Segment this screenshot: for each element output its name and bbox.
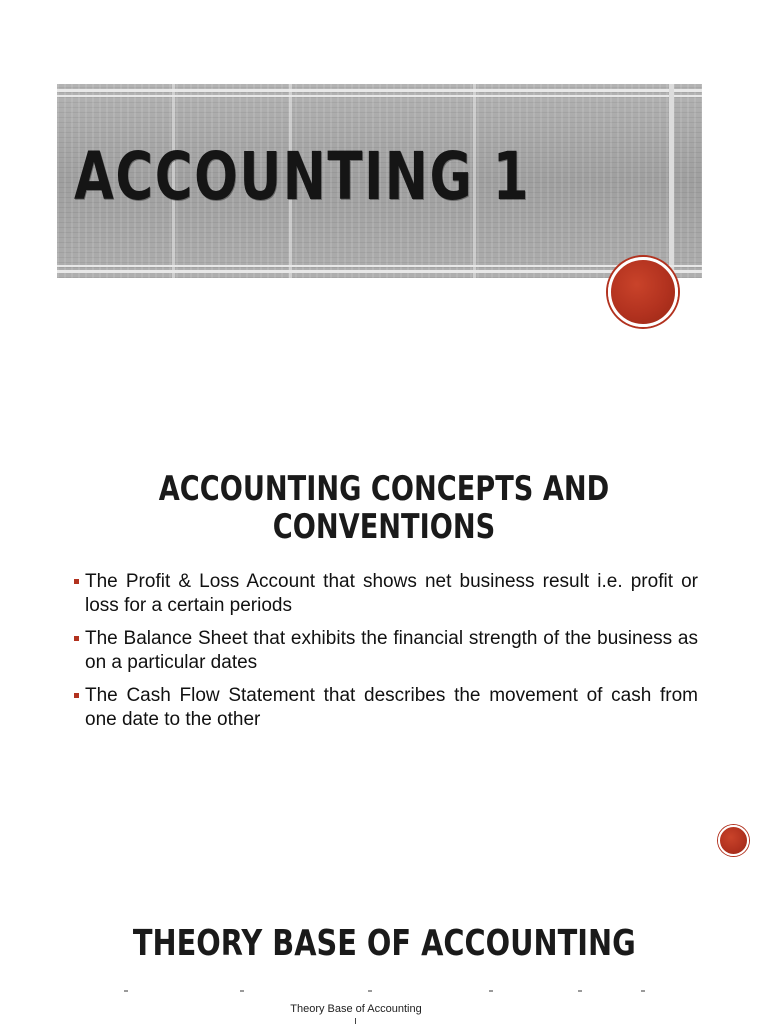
diagram-dash — [489, 990, 493, 992]
concepts-heading-line1: ACCOUNTING CONCEPTS AND — [158, 469, 610, 509]
banner-bottom-rule — [57, 270, 702, 273]
list-item — [72, 570, 698, 618]
diagram-dash-row — [0, 990, 768, 994]
concepts-heading — [0, 470, 768, 546]
theory-base-heading-text: THEORY BASE OF ACCOUNTING — [132, 923, 636, 964]
banner-texture-divider — [669, 84, 674, 278]
bullet-text: The Balance Sheet that exhibits the financial strength of the business as on a particular dates — [85, 628, 698, 673]
diagram-dash — [240, 990, 244, 992]
square-bullet-icon — [74, 579, 79, 584]
decorative-red-circle-icon — [608, 257, 678, 327]
diagram-dash — [368, 990, 372, 992]
diagram-dash — [641, 990, 645, 992]
diagram-dash — [124, 990, 128, 992]
title-banner — [57, 84, 702, 278]
list-item — [72, 684, 698, 732]
banner-bottom-rule-inner — [57, 265, 702, 267]
banner-top-rule-inner — [57, 95, 702, 97]
diagram-caption: Theory Base of Accounting — [290, 1003, 422, 1015]
slide-title: ACCOUNTING 1 — [74, 138, 531, 215]
concepts-heading-line2: CONVENTIONS — [272, 507, 496, 547]
square-bullet-icon — [74, 636, 79, 641]
list-item — [72, 627, 698, 675]
decorative-red-circle-icon — [718, 825, 749, 856]
bullet-text: The Cash Flow Statement that describes the movement of cash from one date to the other — [85, 685, 698, 730]
diagram-connector — [355, 1018, 356, 1024]
banner-top-rule — [57, 89, 702, 92]
theory-base-heading — [0, 922, 768, 966]
concepts-bullet-list — [72, 570, 698, 741]
bullet-text: The Profit & Loss Account that shows net business result i.e. profit or loss for a certain periods — [85, 571, 698, 616]
square-bullet-icon — [74, 693, 79, 698]
diagram-dash — [578, 990, 582, 992]
